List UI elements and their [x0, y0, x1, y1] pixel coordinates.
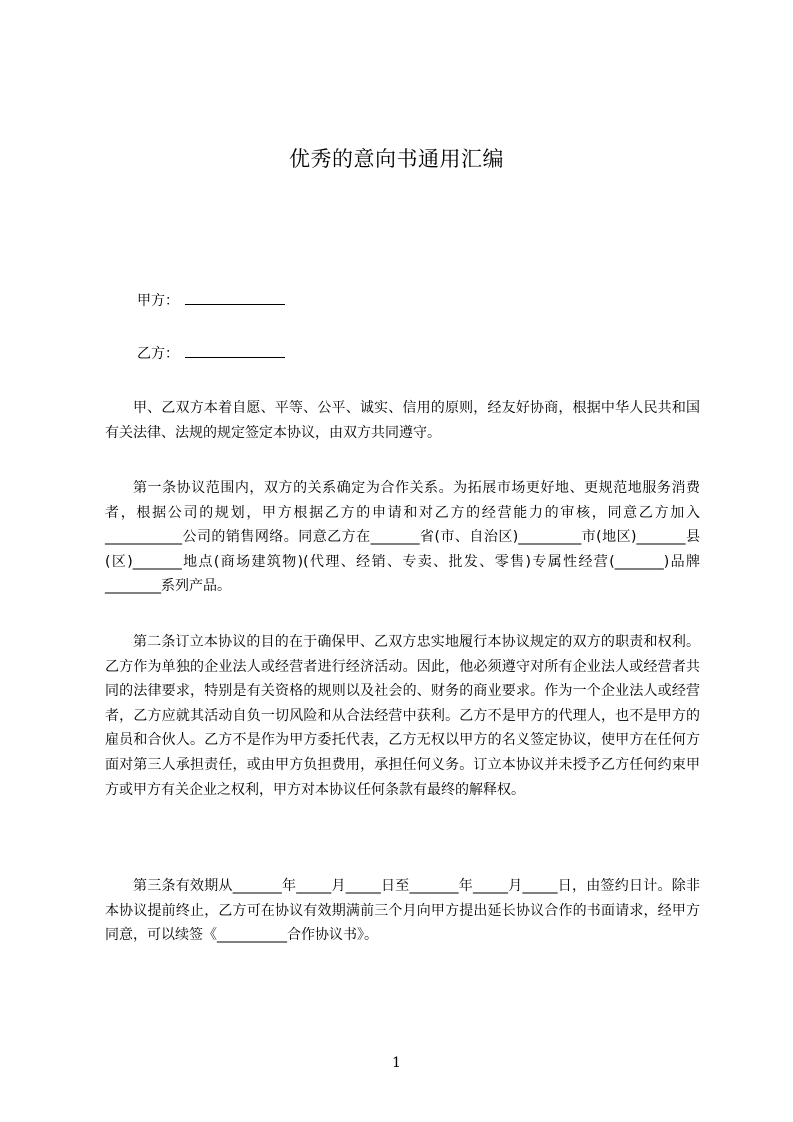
paragraph-article-2: 第二条订立本协议的目的在于确保甲、乙双方忠实地履行本协议规定的双方的职责和权利。乙方作为单独的企业法人或经营者进行经济活动。因此，他必须遵守对所有企业法人或经营者共同的法律要求，特别是有关资格的规则以及社会的、财务的商业要求。作为一个企业法人或经营者，乙方应就其活动自负一切风险和从合法经营中获利。乙方不是甲方的代理人，也不是甲方的雇员和合伙人。乙方不是作为甲方委托代表，乙方无权以甲方的名义签定协议，使甲方在任何方面对第三人承担责任，或由甲方负担费用，承担任何义务。订立本协议并未授予乙方任何约束甲方或甲方有关企业之权利，甲方对本协议任何条款有最终的解释权。: [105, 634, 700, 798]
paragraph-article-1: 第一条协议范围内，双方的关系确定为合作关系。为拓展市场更好地、更规范地服务消费者，根据公司的规划，甲方根据乙方的申请和对乙方的经营能力的审核，同意乙方加入___________公司的销售网络。同意乙方在_______省(市、自治区)_________市(地区)_______县(区)_______地点(商场建筑物)(代理、经销、专卖、批发、零售)专属性经营(_______)品牌________系列产品。: [105, 480, 700, 595]
party-a-line: [137, 290, 285, 311]
party-b-blank: [185, 343, 285, 358]
paragraph-article-3: 第三条有效期从_______年_____月_____日至_______年_____月_____日，由签约日计。除非本协议提前终止，乙方可在协议有效期满前三个月向甲方提出延长协议合作的书面请求，经甲方同意，可以续签《__________合作协议书》。: [105, 878, 700, 944]
party-b-label: 乙方：: [137, 346, 179, 362]
document-title: 优秀的意向书通用汇编: [289, 147, 504, 171]
page-number: 1: [392, 1055, 401, 1071]
party-a-blank: [185, 290, 285, 305]
party-a-label: 甲方：: [137, 293, 179, 309]
party-b-line: [137, 343, 285, 364]
paragraph-preamble: 甲、乙双方本着自愿、平等、公平、诚实、信用的原则，经友好协商，根据中华人民共和国有关法律、法规的规定签定本协议，由双方共同遵守。: [105, 400, 700, 441]
